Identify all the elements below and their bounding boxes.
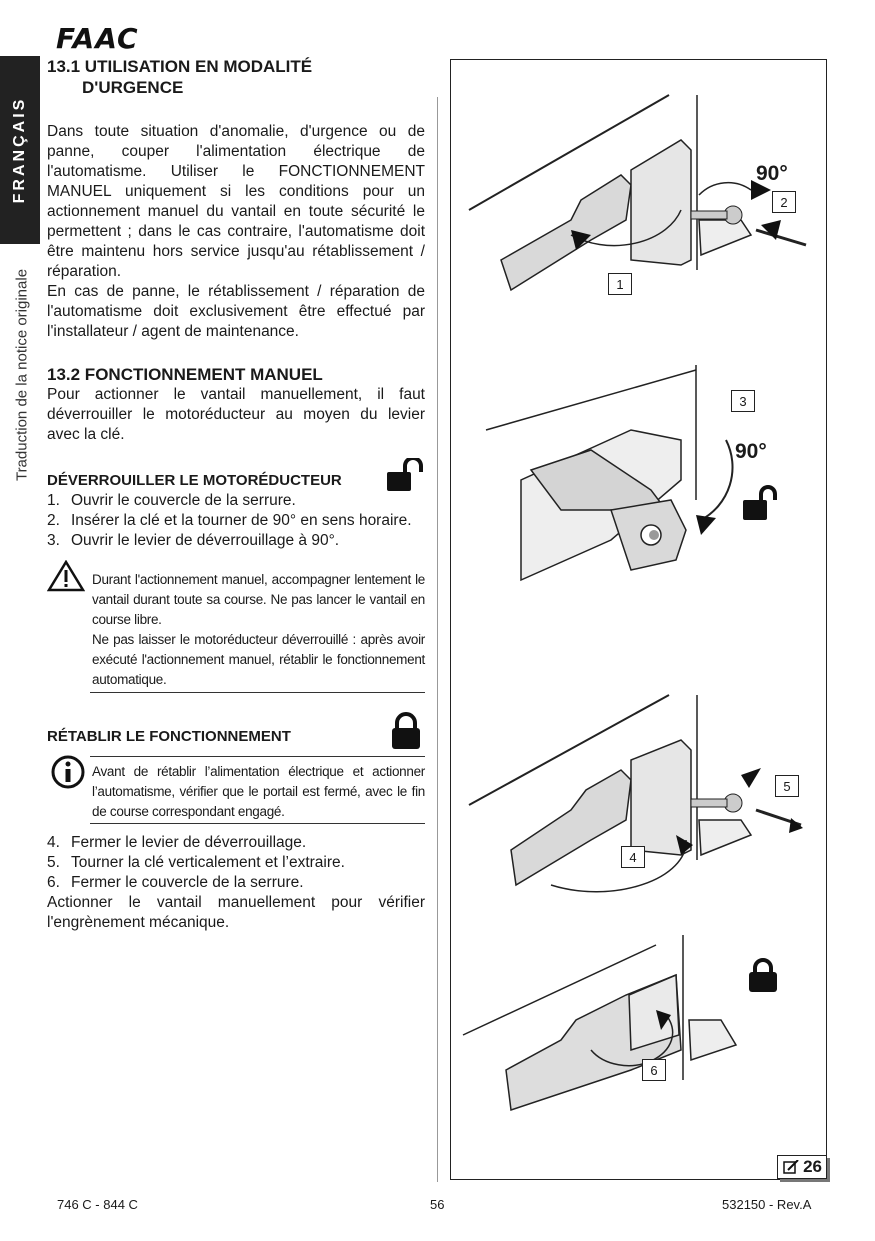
section-13-1-paragraph2: En cas de panne, le rétablissement / réparation de l'automatisme doit exclusivement être effectué par l'installateur / agent de maintenance.	[47, 283, 425, 340]
section-13-2-title: 13.2 FONCTIONNEMENT MANUEL	[47, 365, 323, 384]
restore-heading-block	[47, 727, 425, 747]
list-item	[47, 511, 425, 531]
footer-model: 746 C - 844 C	[57, 1197, 138, 1212]
unlock-steps	[47, 491, 425, 551]
list-item	[47, 833, 425, 853]
section-13-1-paragraph1: Dans toute situation d'anomalie, d'urgence ou de panne, couper l'alimentation électrique de l'automatisme. Utiliser le FONCTIONNEMENT MANUEL uniquement si les conditions pour un actionnement manuel du vantail en toute sécurité le permettent ; dans le cas contraire, l'automatisme doit être maintenu hors service jusqu'au rétablissement / réparation.	[47, 123, 425, 280]
list-item	[47, 491, 425, 511]
section-13-1-title	[47, 56, 425, 98]
warning-text-1: Durant l'actionnement manuel, accompagner lentement le vantail durant toute sa course. Ne pas lancer le vantail en course libre.	[92, 572, 425, 627]
step-number: 1.	[47, 492, 60, 509]
footer-reference: 532150 - Rev.A	[722, 1197, 812, 1212]
locked-padlock-icon	[390, 712, 422, 750]
edit-icon	[783, 1160, 799, 1174]
figure-label-6: 6	[642, 1059, 666, 1081]
language-tab-label: FRANÇAIS	[11, 96, 28, 204]
section-13-1-body	[47, 122, 425, 342]
divider	[90, 756, 425, 757]
step-number: 6.	[47, 874, 60, 891]
restore-closing: Actionner le vantail manuellement pour vérifier l'engrènement mécanique.	[47, 894, 425, 931]
section-13-2-intro: Pour actionner le vantail manuellement, il faut déverrouiller le motoréducteur au moyen du levier avec la clé.	[47, 386, 425, 443]
angle-label-top: 90°	[756, 162, 788, 185]
figure-number: 26	[803, 1157, 822, 1176]
list-item	[47, 531, 425, 551]
info-icon	[50, 754, 86, 790]
figure-label-2: 2	[772, 191, 796, 213]
language-tab	[0, 56, 40, 244]
side-note-original-translation: Traduction de la notice originale	[13, 268, 31, 482]
column-separator	[437, 97, 438, 1182]
figure-label-3: 3	[731, 390, 755, 412]
angle-label-mid: 90°	[735, 440, 767, 463]
figure-label-5: 5	[775, 775, 799, 797]
step-text: Fermer le levier de déverrouillage.	[71, 834, 307, 851]
step-text: Insérer la clé et la tourner de 90° en sens horaire.	[71, 512, 412, 529]
divider	[90, 823, 425, 824]
step-text: Ouvrir le levier de déverrouillage à 90°.	[71, 532, 340, 549]
restore-steps	[47, 833, 425, 893]
figure-illustrations	[451, 60, 826, 1179]
restore-block	[47, 833, 425, 933]
locked-padlock-icon	[749, 960, 777, 992]
unlock-block	[47, 471, 425, 551]
step-text: Tourner la clé verticalement et l’extraire.	[71, 854, 345, 871]
figure-label-4: 4	[621, 846, 645, 868]
section-13-1-title-line1: 13.1 UTILISATION EN MODALITÉ	[47, 57, 313, 76]
section-13-1-title-line2: D'URGENCE	[82, 78, 184, 97]
figure-label-1: 1	[608, 273, 632, 295]
restore-heading: RÉTABLIR LE FONCTIONNEMENT	[47, 728, 291, 745]
section-13-2	[47, 364, 425, 445]
list-item	[47, 873, 425, 893]
step-text: Ouvrir le couvercle de la serrure.	[71, 492, 296, 509]
faac-logo: FAAC	[56, 22, 139, 55]
step-text: Fermer le couvercle de la serrure.	[71, 874, 304, 891]
figure-number-badge	[777, 1155, 827, 1179]
step-number: 5.	[47, 854, 60, 871]
step-number: 4.	[47, 834, 60, 851]
warning-icon	[47, 560, 85, 592]
unlocked-padlock-icon	[385, 458, 427, 492]
list-item	[47, 853, 425, 873]
step-number: 3.	[47, 532, 60, 549]
unlocked-padlock-icon	[743, 487, 775, 520]
step-number: 2.	[47, 512, 60, 529]
divider	[90, 692, 425, 693]
unlock-heading: DÉVERROUILLER LE MOTORÉDUCTEUR	[47, 472, 342, 489]
warning-text-2: Ne pas laisser le motoréducteur déverrouillé : après avoir exécuté l'actionnement manuel, rétablir le fonctionnement automatique.	[92, 632, 425, 687]
info-text: Avant de rétablir l’alimentation électrique et actionner l’automatisme, vérifier que le portail est fermé, avec le fin de course correspondant engagé.	[92, 764, 425, 819]
footer-page-number: 56	[430, 1197, 445, 1212]
